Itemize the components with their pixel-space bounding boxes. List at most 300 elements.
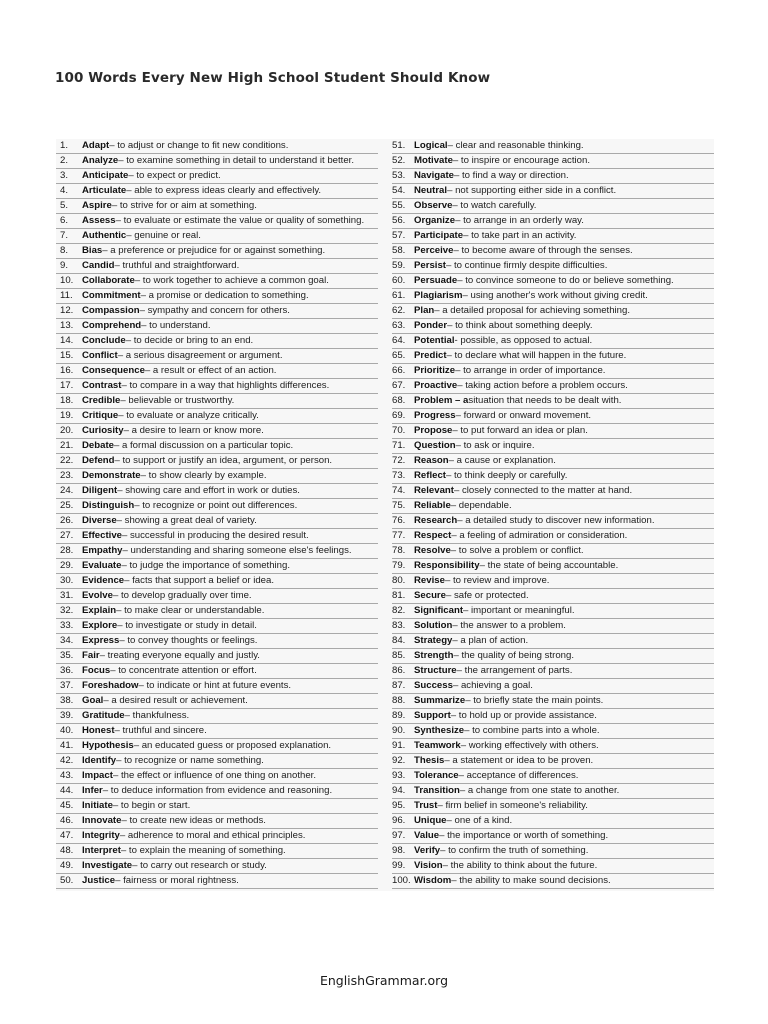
vocabulary-word: Innovate <box>82 815 122 827</box>
word-number: 88. <box>392 695 406 707</box>
word-list-row <box>392 484 714 499</box>
word-list-row <box>392 619 714 634</box>
word-definition: – sympathy and concern for others. <box>139 305 290 317</box>
word-list-row <box>392 409 714 424</box>
word-list-row <box>56 154 378 169</box>
word-list-row <box>56 544 378 559</box>
word-definition: – to convey thoughts or feelings. <box>119 635 258 647</box>
word-list-row <box>392 289 714 304</box>
word-definition: – a feeling of admiration or consideration. <box>451 530 628 542</box>
word-number: 37. <box>60 680 74 692</box>
word-number: 67. <box>392 380 406 392</box>
word-number: 64. <box>392 335 406 347</box>
word-number: 75. <box>392 500 406 512</box>
word-list-row <box>56 229 378 244</box>
word-number: 52. <box>392 155 406 167</box>
word-definition: – to review and improve. <box>444 575 550 587</box>
vocabulary-word: Support <box>414 710 451 722</box>
word-definition: – firm belief in someone's reliability. <box>437 800 588 812</box>
vocabulary-word: Contrast <box>82 380 122 392</box>
word-number: 30. <box>60 575 74 587</box>
word-list-column-right <box>392 139 714 891</box>
vocabulary-word: Secure <box>414 590 446 602</box>
word-number: 66. <box>392 365 406 377</box>
word-list-row <box>56 859 378 874</box>
word-definition: – to think about something deeply. <box>447 320 593 332</box>
word-definition: – to solve a problem or conflict. <box>450 545 584 557</box>
vocabulary-word: Revise <box>414 575 445 587</box>
word-definition: – to hold up or provide assistance. <box>450 710 597 722</box>
word-list-row <box>56 529 378 544</box>
word-definition: – to show clearly by example. <box>140 470 267 482</box>
word-list-row <box>56 784 378 799</box>
word-number: 50. <box>60 875 74 887</box>
word-list-row <box>56 439 378 454</box>
vocabulary-word: Research <box>414 515 458 527</box>
word-definition: – believable or trustworthy. <box>120 395 235 407</box>
word-list-row <box>56 394 378 409</box>
word-list-row <box>392 664 714 679</box>
word-definition: – to begin or start. <box>112 800 191 812</box>
vocabulary-word: Foreshadow <box>82 680 139 692</box>
word-number: 28. <box>60 545 74 557</box>
word-number: 21. <box>60 440 74 452</box>
vocabulary-word: Organize <box>414 215 456 227</box>
word-number: 8. <box>60 245 69 257</box>
word-number: 48. <box>60 845 74 857</box>
vocabulary-word: Demonstrate <box>82 470 141 482</box>
word-list-row <box>392 184 714 199</box>
word-definition: – to become aware of through the senses. <box>453 245 633 257</box>
word-number: 68. <box>392 395 406 407</box>
word-list-row <box>392 349 714 364</box>
word-number: 40. <box>60 725 74 737</box>
word-definition: – a promise or dedication to something. <box>140 290 309 302</box>
vocabulary-word: Analyze <box>82 155 119 167</box>
word-number: 77. <box>392 530 406 542</box>
vocabulary-word: Reason <box>414 455 449 467</box>
word-definition: – a serious disagreement or argument. <box>117 350 283 362</box>
vocabulary-word: Effective <box>82 530 122 542</box>
vocabulary-word: Persist <box>414 260 446 272</box>
word-number: 100. <box>392 875 411 887</box>
word-number: 65. <box>392 350 406 362</box>
word-definition: – to carry out research or study. <box>132 860 267 872</box>
word-list-row <box>392 469 714 484</box>
word-list-row <box>392 169 714 184</box>
word-number: 73. <box>392 470 406 482</box>
word-definition: – understanding and sharing someone else's feelings. <box>122 545 352 557</box>
word-number: 95. <box>392 800 406 812</box>
word-number: 31. <box>60 590 74 602</box>
vocabulary-word: Responsibility <box>414 560 480 572</box>
word-list-row <box>392 274 714 289</box>
word-list-row <box>56 409 378 424</box>
vocabulary-word: Question <box>414 440 456 452</box>
word-number: 82. <box>392 605 406 617</box>
word-number: 87. <box>392 680 406 692</box>
word-number: 13. <box>60 320 74 332</box>
word-list-row <box>392 334 714 349</box>
vocabulary-word: Justice <box>82 875 116 887</box>
vocabulary-word: Proactive <box>414 380 458 392</box>
word-definition: – to explain the meaning of something. <box>120 845 286 857</box>
word-definition: – able to express ideas clearly and effectively. <box>126 185 322 197</box>
word-list-row <box>56 739 378 754</box>
word-list-row <box>392 694 714 709</box>
word-number: 9. <box>60 260 69 272</box>
word-definition: – one of a kind. <box>446 815 513 827</box>
vocabulary-word: Motivate <box>414 155 453 167</box>
word-definition: – using another's work without giving credit. <box>462 290 648 302</box>
footer-site-name: EnglishGrammar.org <box>319 973 449 988</box>
word-number: 17. <box>60 380 74 392</box>
word-definition: – a detailed proposal for achieving something. <box>434 305 630 317</box>
vocabulary-word: Strength <box>414 650 454 662</box>
vocabulary-word: Honest <box>82 725 115 737</box>
vocabulary-word: Anticipate <box>82 170 129 182</box>
vocabulary-word: Infer <box>82 785 103 797</box>
word-number: 81. <box>392 590 406 602</box>
word-definition: – to ask or inquire. <box>455 440 535 452</box>
word-number: 39. <box>60 710 74 722</box>
word-number: 26. <box>60 515 74 527</box>
word-number: 86. <box>392 665 406 677</box>
word-list-row <box>392 544 714 559</box>
word-number: 4. <box>60 185 69 197</box>
word-definition: – achieving a goal. <box>452 680 533 692</box>
word-list-row <box>56 634 378 649</box>
word-definition: – to arrange in order of importance. <box>455 365 606 377</box>
vocabulary-word: Commitment <box>82 290 141 302</box>
word-definition: – to recognize or name something. <box>116 755 264 767</box>
word-definition: – to think deeply or carefully. <box>446 470 568 482</box>
word-number: 18. <box>60 395 74 407</box>
word-list-row <box>56 469 378 484</box>
word-definition: – the ability to make sound decisions. <box>451 875 611 887</box>
word-definition: – facts that support a belief or idea. <box>124 575 275 587</box>
vocabulary-word: Conclude <box>82 335 126 347</box>
word-list-row <box>56 589 378 604</box>
word-number: 46. <box>60 815 74 827</box>
word-number: 55. <box>392 200 406 212</box>
vocabulary-word: Aspire <box>82 200 112 212</box>
word-definition: – showing a great deal of variety. <box>116 515 257 527</box>
word-number: 35. <box>60 650 74 662</box>
word-number: 47. <box>60 830 74 842</box>
vocabulary-word: Articulate <box>82 185 127 197</box>
word-list-row <box>56 844 378 859</box>
vocabulary-word: Transition <box>414 785 460 797</box>
word-list-row <box>56 334 378 349</box>
word-definition: – the arrangement of parts. <box>456 665 573 677</box>
word-list-row <box>392 364 714 379</box>
word-definition: – genuine or real. <box>126 230 201 242</box>
vocabulary-word: Integrity <box>82 830 120 842</box>
word-list-row <box>56 289 378 304</box>
vocabulary-word: Consequence <box>82 365 145 377</box>
word-list-row <box>56 349 378 364</box>
word-list-row <box>56 799 378 814</box>
word-number: 54. <box>392 185 406 197</box>
word-list-row <box>56 874 378 889</box>
vocabulary-word: Explore <box>82 620 118 632</box>
vocabulary-word: Neutral <box>414 185 448 197</box>
word-list-row <box>56 709 378 724</box>
word-list-row <box>392 784 714 799</box>
word-list-row <box>56 364 378 379</box>
vocabulary-word: Thesis <box>414 755 445 767</box>
word-definition: – to recognize or point out differences. <box>134 500 298 512</box>
word-list-row <box>56 514 378 529</box>
word-definition: – to take part in an activity. <box>463 230 577 242</box>
word-definition: – to watch carefully. <box>452 200 537 212</box>
word-list-row <box>56 829 378 844</box>
word-definition: – a plan of action. <box>452 635 529 647</box>
word-definition: – to compare in a way that highlights differences. <box>121 380 330 392</box>
vocabulary-word: Wisdom <box>414 875 452 887</box>
vocabulary-word: Focus <box>82 665 111 677</box>
word-number: 69. <box>392 410 406 422</box>
word-number: 44. <box>60 785 74 797</box>
word-definition: – dependable. <box>450 500 512 512</box>
word-number: 25. <box>60 500 74 512</box>
vocabulary-word: Success <box>414 680 453 692</box>
word-definition: – showing care and effort in work or duties. <box>117 485 300 497</box>
word-definition: – to adjust or change to fit new conditions. <box>109 140 289 152</box>
vocabulary-word: Observe <box>414 200 453 212</box>
vocabulary-word: Gratitude <box>82 710 125 722</box>
word-list-row <box>56 199 378 214</box>
vocabulary-word: Summarize <box>414 695 466 707</box>
word-number: 98. <box>392 845 406 857</box>
word-number: 62. <box>392 305 406 317</box>
word-number: 12. <box>60 305 74 317</box>
word-list-row <box>56 559 378 574</box>
word-definition: – to examine something in detail to understand it better. <box>118 155 354 167</box>
word-definition: – to indicate or hint at future events. <box>138 680 292 692</box>
word-list-row <box>392 514 714 529</box>
word-definition: – the effect or influence of one thing on another. <box>112 770 316 782</box>
word-number: 1. <box>60 140 69 152</box>
word-list-row <box>392 394 714 409</box>
vocabulary-word: Goal <box>82 695 104 707</box>
vocabulary-word: Respect <box>414 530 452 542</box>
word-definition: – to evaluate or analyze critically. <box>118 410 259 422</box>
word-definition: – to declare what will happen in the future. <box>446 350 627 362</box>
page-title: 100 Words Every New High School Student Should Know <box>55 70 491 86</box>
word-list-row <box>392 319 714 334</box>
word-number: 36. <box>60 665 74 677</box>
word-definition: – a result or effect of an action. <box>144 365 277 377</box>
word-list-row <box>392 259 714 274</box>
vocabulary-word: Interpret <box>82 845 121 857</box>
vocabulary-word: Plan <box>414 305 435 317</box>
word-number: 29. <box>60 560 74 572</box>
word-list-row <box>56 214 378 229</box>
word-definition: – to support or justify an idea, argument, or person. <box>114 455 333 467</box>
word-definition: – to continue firmly despite difficulties. <box>446 260 608 272</box>
word-number: 89. <box>392 710 406 722</box>
word-number: 5. <box>60 200 69 212</box>
word-list-row <box>56 379 378 394</box>
word-definition: – to strive for or aim at something. <box>111 200 257 212</box>
word-list-row <box>392 739 714 754</box>
vocabulary-word: Strategy <box>414 635 453 647</box>
vocabulary-word: Compassion <box>82 305 140 317</box>
word-list-row <box>392 454 714 469</box>
vocabulary-word: Propose <box>414 425 453 437</box>
word-list-row <box>56 319 378 334</box>
word-definition: – a change from one state to another. <box>459 785 620 797</box>
vocabulary-word: Unique <box>414 815 447 827</box>
word-list-column-left <box>56 139 378 891</box>
word-definition: – to deduce information from evidence and reasoning. <box>102 785 333 797</box>
word-list-row <box>392 724 714 739</box>
vocabulary-word: Resolve <box>414 545 451 557</box>
word-list-row <box>392 154 714 169</box>
word-number: 34. <box>60 635 74 647</box>
word-number: 78. <box>392 545 406 557</box>
vocabulary-word: Verify <box>414 845 441 857</box>
word-definition: – forward or onward movement. <box>455 410 592 422</box>
word-list-row <box>56 664 378 679</box>
vocabulary-word: Ponder <box>414 320 448 332</box>
vocabulary-word: Evidence <box>82 575 125 587</box>
word-number: 93. <box>392 770 406 782</box>
word-list-row <box>392 499 714 514</box>
word-definition: – to develop gradually over time. <box>112 590 252 602</box>
word-definition: – closely connected to the matter at hand. <box>454 485 633 497</box>
word-definition: – to judge the importance of something. <box>121 560 290 572</box>
word-definition: situation that needs to be dealt with. <box>468 395 622 407</box>
word-list-row <box>56 679 378 694</box>
word-list-row <box>392 754 714 769</box>
word-number: 59. <box>392 260 406 272</box>
word-definition: – a preference or prejudice for or against something. <box>102 245 326 257</box>
vocabulary-word: Persuade <box>414 275 458 287</box>
word-list-row <box>56 754 378 769</box>
word-list-row <box>56 169 378 184</box>
word-definition: – acceptance of differences. <box>458 770 579 782</box>
word-list-row <box>392 424 714 439</box>
word-list-row <box>56 649 378 664</box>
word-number: 92. <box>392 755 406 767</box>
word-number: 90. <box>392 725 406 737</box>
word-definition: – the importance or worth of something. <box>439 830 609 842</box>
vocabulary-word: Candid <box>82 260 115 272</box>
word-list-row <box>392 589 714 604</box>
vocabulary-word: Hypothesis <box>82 740 134 752</box>
word-list-row <box>392 229 714 244</box>
word-definition: – safe or protected. <box>446 590 529 602</box>
vocabulary-word: Assess <box>82 215 116 227</box>
vocabulary-word: Critique <box>82 410 119 422</box>
word-number: 58. <box>392 245 406 257</box>
vocabulary-word: Progress <box>414 410 456 422</box>
vocabulary-word: Bias <box>82 245 103 257</box>
word-definition: – to confirm the truth of something. <box>440 845 589 857</box>
vocabulary-word: Perceive <box>414 245 454 257</box>
word-definition: – to find a way or direction. <box>454 170 569 182</box>
word-number: 23. <box>60 470 74 482</box>
word-number: 42. <box>60 755 74 767</box>
word-definition: – to arrange in an orderly way. <box>455 215 584 227</box>
word-number: 32. <box>60 605 74 617</box>
word-list-row <box>392 439 714 454</box>
word-list-row <box>56 304 378 319</box>
vocabulary-word: Investigate <box>82 860 133 872</box>
word-definition: – not supporting either side in a conflict. <box>447 185 617 197</box>
vocabulary-word: Conflict <box>82 350 118 362</box>
vocabulary-word: Initiate <box>82 800 113 812</box>
vocabulary-word: Authentic <box>82 230 127 242</box>
word-list-row <box>392 814 714 829</box>
vocabulary-word: Participate <box>414 230 464 242</box>
word-number: 97. <box>392 830 406 842</box>
word-definition: – a formal discussion on a particular topic. <box>114 440 294 452</box>
word-definition: – to briefly state the main points. <box>465 695 604 707</box>
word-definition: – to decide or bring to an end. <box>125 335 254 347</box>
word-number: 45. <box>60 800 74 812</box>
vocabulary-word: Teamwork <box>414 740 461 752</box>
word-definition: – fairness or moral rightness. <box>115 875 239 887</box>
word-list-row <box>56 259 378 274</box>
word-list-row <box>392 604 714 619</box>
word-number: 94. <box>392 785 406 797</box>
word-number: 83. <box>392 620 406 632</box>
word-number: 41. <box>60 740 74 752</box>
word-definition: – to investigate or study in detail. <box>117 620 257 632</box>
vocabulary-word: Express <box>82 635 120 647</box>
word-definition: – to create new ideas or methods. <box>121 815 266 827</box>
word-number: 20. <box>60 425 74 437</box>
vocabulary-word: Debate <box>82 440 114 452</box>
word-definition: – to make clear or understandable. <box>116 605 265 617</box>
word-list-row <box>56 244 378 259</box>
word-list-row <box>392 829 714 844</box>
vocabulary-word: Comprehend <box>82 320 142 332</box>
word-list-row <box>392 214 714 229</box>
vocabulary-word: Impact <box>82 770 113 782</box>
vocabulary-word: Evaluate <box>82 560 122 572</box>
word-list-row <box>392 574 714 589</box>
word-number: 60. <box>392 275 406 287</box>
word-definition: – to work together to achieve a common goal. <box>134 275 329 287</box>
word-list-row <box>56 724 378 739</box>
word-list-row <box>392 769 714 784</box>
word-number: 84. <box>392 635 406 647</box>
word-definition: – a detailed study to discover new information. <box>457 515 655 527</box>
word-definition: – to inspire or encourage action. <box>452 155 590 167</box>
word-list-row <box>56 769 378 784</box>
word-definition: - possible, as opposed to actual. <box>454 335 593 347</box>
word-definition: – treating everyone equally and justly. <box>99 650 260 662</box>
word-number: 74. <box>392 485 406 497</box>
word-definition: – to understand. <box>141 320 211 332</box>
word-number: 14. <box>60 335 74 347</box>
word-definition: – a statement or idea to be proven. <box>444 755 594 767</box>
vocabulary-word: Value <box>414 830 440 842</box>
word-number: 43. <box>60 770 74 782</box>
word-list-row <box>392 649 714 664</box>
word-definition: – an educated guess or proposed explanation. <box>133 740 332 752</box>
word-number: 99. <box>392 860 406 872</box>
vocabulary-word: Solution <box>414 620 453 632</box>
word-list-row <box>56 814 378 829</box>
vocabulary-word: Structure <box>414 665 457 677</box>
word-number: 80. <box>392 575 406 587</box>
